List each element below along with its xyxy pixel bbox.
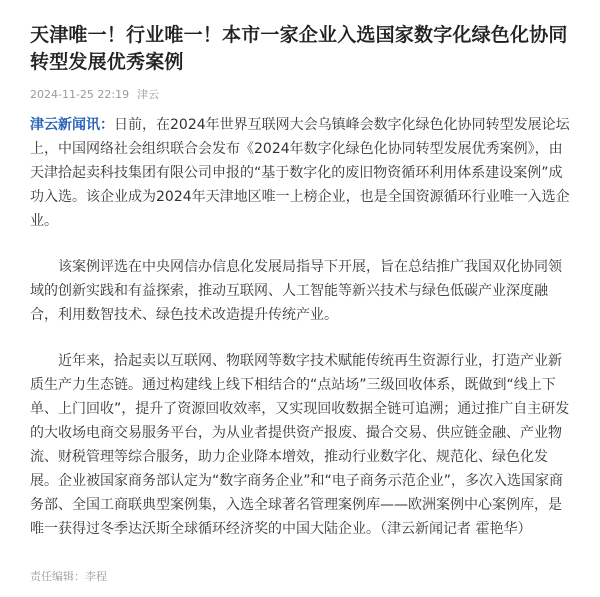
paragraph-1-text: 日前，在2024年世界互联网大会乌镇峰会数字化绿色化协同转型发展论坛上，中国网络社会组织联合会发布《2024年数字化绿色化协同转型发展优秀案例》，由天津拾起卖科技集团有限公司申报的“基于数字化的废旧物资循环利用体系建设案例”成功入选。该企业成为2024年天津地区唯一上榜企业，也是全国资源循环行业唯一入选企业。	[30, 117, 570, 229]
dateline: 津云新闻讯：	[30, 117, 114, 133]
publish-date: 2024-11-25 22:19	[30, 88, 130, 101]
paragraph-3: 近年来，拾起卖以互联网、物联网等数字技术赋能传统再生资源行业，打造产业新质生产力生态链。通过构建线上线下相结合的“点站场”三级回收体系，既做到“线上下单、上门回收”，提升了资源回收效率，又实现回收数据全链可追溯；通过推广自主研发的大收场电商交易服务平台，为从业者提供资产报废、撮合交易、供应链金融、产业物流、财税管理等综合服务，助力企业降本增效，推动行业数字化、规范化、绿色化发展。企业被国家商务部认定为“数字商务企业”和“电子商务示范企业”，多次入选国家商务部、全国工商联典型案例集，入选全球著名管理案例库——欧洲案例中心案例库，是唯一获得过冬季达沃斯全球循环经济奖的中国大陆企业。（津云新闻记者 霍艳华）	[30, 353, 570, 537]
source-label: 津云	[137, 88, 160, 101]
article-meta	[30, 88, 570, 102]
article-body	[30, 113, 570, 541]
article-title: 天津唯一！行业唯一！本市一家企业入选国家数字化绿色化协同转型发展优秀案例	[30, 24, 568, 73]
paragraph-2: 该案例评选在中央网信办信息化发展局指导下开展，旨在总结推广我国双化协同领域的创新实践和有益探索，推动互联网、人工智能等新兴技术与绿色低碳产业深度融合，利用数智技术、绿色技术改造提升传统产业。	[30, 259, 562, 323]
editor-credit: 责任编辑：李程	[30, 570, 107, 583]
paragraph-1	[30, 113, 570, 233]
